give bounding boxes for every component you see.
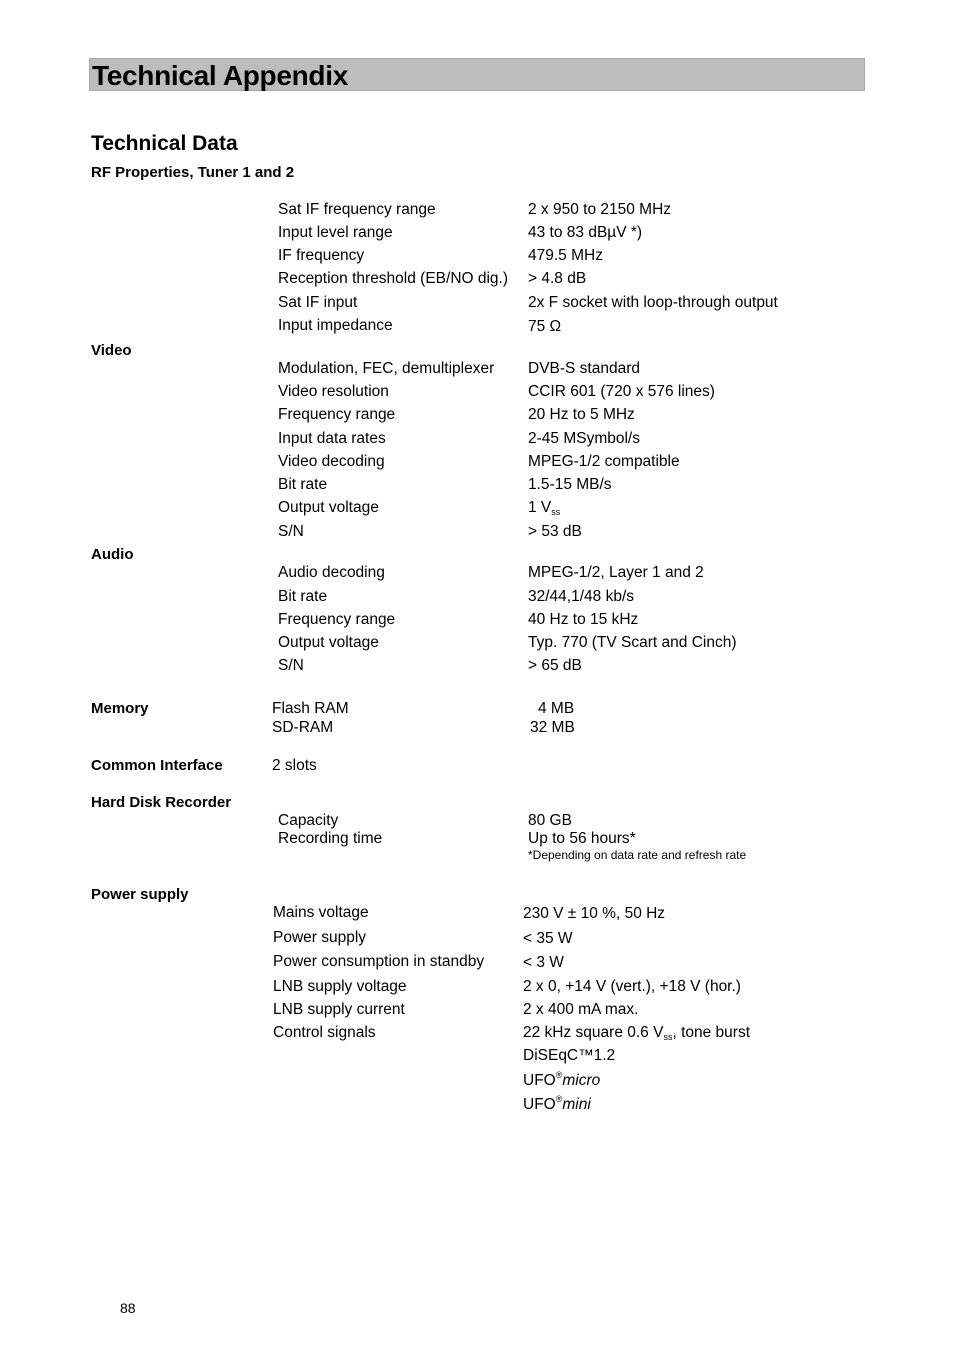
spec-value-text: UFO — [523, 1096, 556, 1113]
spec-label: Video resolution — [278, 383, 389, 400]
spec-label: Flash RAM — [272, 700, 349, 717]
subscript: ss — [551, 507, 561, 517]
spec-label: Control signals — [273, 1024, 376, 1041]
spec-label: Bit rate — [278, 588, 328, 605]
spec-value: 2 x 400 mA max. — [523, 1001, 639, 1018]
hdd-heading: Hard Disk Recorder — [91, 794, 232, 811]
spec-label: LNB supply voltage — [273, 978, 407, 995]
registered-mark: ® — [555, 1070, 563, 1080]
registered-mark: ® — [555, 1094, 563, 1104]
spec-label: Input impedance — [278, 317, 393, 334]
spec-label: Video decoding — [278, 453, 385, 470]
power-heading: Power supply — [91, 886, 189, 903]
spec-value: 2 x 950 to 2150 MHz — [528, 201, 672, 218]
rf-heading: RF Properties, Tuner 1 and 2 — [91, 164, 295, 181]
spec-label: Capacity — [278, 812, 339, 829]
spec-value — [523, 1094, 591, 1114]
spec-label: S/N — [278, 657, 304, 674]
spec-value: < 35 W — [523, 930, 573, 947]
spec-value: 479.5 MHz — [528, 247, 603, 264]
spec-value: 32/44,1/48 kb/s — [528, 588, 634, 605]
memory-heading: Memory — [91, 700, 149, 717]
spec-label: Sat IF frequency range — [278, 201, 436, 218]
spec-value: 20 Hz to 5 MHz — [528, 406, 635, 423]
spec-label: Sat IF input — [278, 294, 358, 311]
page-title: Technical Data — [91, 132, 238, 155]
spec-value: 75 Ω — [528, 318, 562, 335]
spec-label: Output voltage — [278, 499, 379, 516]
spec-value: CCIR 601 (720 x 576 lines) — [528, 383, 715, 400]
spec-label: Frequency range — [278, 611, 396, 628]
spec-value: 4 MB — [538, 700, 575, 717]
section-banner — [89, 58, 865, 91]
spec-value: Up to 56 hours* — [528, 830, 636, 847]
spec-label: Power consumption in standby — [273, 953, 485, 970]
spec-value-italic: micro — [562, 1072, 601, 1089]
spec-value: DiSEqC™1.2 — [523, 1047, 616, 1064]
spec-label: Frequency range — [278, 406, 396, 423]
spec-value: > 4.8 dB — [528, 270, 587, 287]
spec-value: MPEG-1/2, Layer 1 and 2 — [528, 564, 704, 581]
spec-value — [523, 1070, 600, 1090]
spec-label: SD-RAM — [272, 719, 334, 736]
spec-label: Recording time — [278, 830, 383, 847]
spec-value: Typ. 770 (TV Scart and Cinch) — [528, 634, 737, 651]
page-number: 88 — [120, 1300, 136, 1316]
subscript: ss — [663, 1032, 673, 1042]
spec-value: 1.5-15 MB/s — [528, 476, 612, 493]
spec-value: 80 GB — [528, 812, 572, 829]
spec-value — [523, 1024, 750, 1042]
spec-label: Input data rates — [278, 430, 386, 447]
spec-label: Mains voltage — [273, 904, 369, 921]
spec-value: 43 to 83 dBµV *) — [528, 224, 643, 241]
spec-value-text: 22 kHz square 0.6 V — [523, 1024, 664, 1041]
ci-heading: Common Interface — [91, 757, 223, 774]
spec-value: 2 x 0, +14 V (vert.), +18 V (hor.) — [523, 978, 741, 995]
audio-heading: Audio — [91, 546, 134, 563]
spec-value: > 65 dB — [528, 657, 582, 674]
spec-label: Bit rate — [278, 476, 328, 493]
spec-value: 40 Hz to 15 kHz — [528, 611, 639, 628]
spec-value — [528, 499, 560, 517]
spec-label: Power supply — [273, 929, 367, 946]
spec-label: Audio decoding — [278, 564, 385, 581]
spec-label: S/N — [278, 523, 304, 540]
spec-value-italic: mini — [562, 1096, 591, 1113]
spec-label: Input level range — [278, 224, 393, 241]
banner-title: Technical Appendix — [92, 60, 348, 91]
footnote: *Depending on data rate and refresh rate — [528, 848, 747, 862]
spec-value: DVB-S standard — [528, 360, 640, 377]
spec-value: MPEG-1/2 compatible — [528, 453, 680, 470]
spec-value: 2x F socket with loop-through output — [528, 294, 778, 311]
spec-value: 2-45 MSymbol/s — [528, 430, 640, 447]
video-heading: Video — [91, 342, 132, 359]
spec-value: 32 MB — [530, 719, 575, 736]
spec-label: IF frequency — [278, 247, 365, 264]
spec-label: Output voltage — [278, 634, 379, 651]
spec-label: Reception threshold (EB/NO dig.) — [278, 270, 509, 287]
spec-value: 230 V ± 10 %, 50 Hz — [523, 905, 666, 922]
spec-value: > 53 dB — [528, 523, 582, 540]
spec-value-text: UFO — [523, 1072, 556, 1089]
spec-value: < 3 W — [523, 954, 564, 971]
spec-value-text: 1 V — [528, 499, 552, 516]
spec-value-text: , tone burst — [672, 1024, 750, 1041]
spec-label: LNB supply current — [273, 1001, 405, 1018]
spec-value: 2 slots — [272, 757, 317, 774]
spec-label: Modulation, FEC, demultiplexer — [278, 360, 495, 377]
